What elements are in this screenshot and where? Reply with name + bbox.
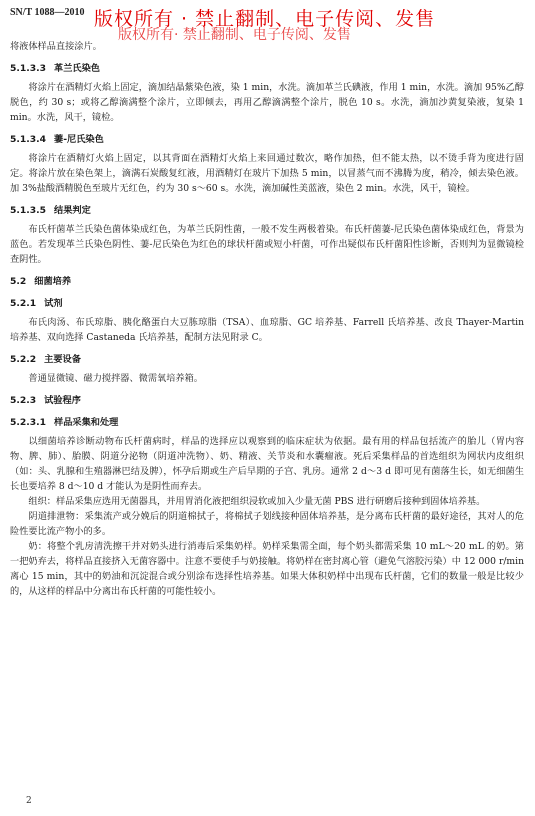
section-heading-5-2-3: 5.2.3 试验程序 [10, 395, 81, 406]
paragraph: 组织：样品采集应选用无菌器具，并用胃消化液把组织浸软或加入少量无菌 PBS 进行研磨后接种到固体培养基。 [28, 496, 486, 507]
section-heading-5-2-1: 5.2.1 试剂 [10, 298, 63, 309]
watermark-line-2: 版权所有· 禁止翻制、电子传阅、发售 [118, 27, 351, 43]
paragraph: 普通显微镜、磁力搅拌器、微需氧培养箱。 [28, 373, 203, 384]
section-heading-5-2-2: 5.2.2 主要设备 [10, 354, 81, 365]
watermark-line-1: 版权所有 · 禁止翻制、电子传阅、发售 [94, 8, 436, 30]
intro-text: 将液体样品直接涂片。 [10, 41, 102, 52]
paragraph: 将涂片在酒精灯火焰上固定，滴加结晶紫染色液，染 1 min，水洗。滴加革兰氏碘液，作用 1 min，水洗。滴加 95%乙醇脱色，约 30 s；或将乙醇滴满整个涂片，立即倾去，再用乙醇滴满整个涂片，脱色 10 s。水洗，滴加沙黄复染液，复染 1 min。水洗，风干，镜检。 [10, 82, 524, 123]
section-heading-5-1-3-5: 5.1.3.5 结果判定 [10, 205, 91, 216]
paragraph: 布氏杆菌革兰氏染色菌体染成红色，为革兰氏阴性菌，一般不发生两极着染。布氏杆菌萋-尼氏染色菌体染成红色，背景为蓝色。若发现革兰氏染色阴性、萋-尼氏染色为红色的球状杆菌或短小杆菌，可作出疑似布氏杆菌阳性诊断，否则判为显微镜检查阴性。 [10, 224, 524, 265]
paragraph: 将涂片在酒精灯火焰上固定，以其背面在酒精灯火焰上来回通过数次，略作加热，但不能太热，以不烫手背为度进行固定。将涂片放在染色架上，滴满石炭酸复红液，用酒精灯在玻片下加热 5 min，以冒蒸气而不沸腾为度，稍冷，倾去染色液。加 3%盐酸酒精脱色至玻片无红色，约为 30 s～60 s。水洗，滴加碱性美蓝液，染色 2 min。水洗，风干，镜检。 [10, 153, 524, 194]
section-heading-5-2-3-1: 5.2.3.1 样品采集和处理 [10, 417, 119, 428]
paragraph: 阴道排泄物：采集流产或分娩后的阴道棉拭子，将棉拭子划线接种固体培养基，是分离布氏杆菌的最好途径，其对人的危险性要比流产物小的多。 [10, 511, 524, 537]
section-heading-5-2: 5.2 细菌培养 [10, 276, 72, 287]
paragraph: 布氏肉汤、布氏琼脂、胰化酪蛋白大豆胨琼脂（TSA）、血琼脂、GC 培养基、Farrell 氏培养基、改良 Thayer-Martin 培养基、双向选择 Castaneda 氏培养基，配制方法见附录 C。 [10, 317, 524, 343]
section-heading-5-1-3-3: 5.1.3.3 革兰氏染色 [10, 63, 100, 74]
paragraph: 以细菌培养诊断动物布氏杆菌病时，样品的选择应以观察到的临床症状为依据。最有用的样品包括流产的胎儿（胃内容物、脾、肺）、胎膜、阴道分泌物（阴道冲洗物）、奶、精液、关节炎和水囊瘤液。死后采集样品的首选组织为网状内皮组织（如：头、乳腺和生殖器淋巴结及脾），怀孕后期或生产后早期的子宫、乳房。通常 2 d～3 d 即可见有菌落生长，如无细菌生长也要培养 8 d～10 d 才能认为是阴性而弃去。 [10, 436, 524, 492]
standard-code: SN/T 1088—2010 [10, 7, 85, 18]
paragraph: 奶：将整个乳房清洗擦干并对奶头进行消毒后采集奶样。奶样采集需全面，每个奶头都需采集 10 mL～20 mL 的奶。第一把奶弃去，将样品直接挤入无菌容器中。注意不要使手与奶接触。将奶样在密封离心管（避免气溶胶污染）中 12 000 r/min 离心 15 min，其中的奶油和沉淀混合或分别涂布选择性培养基。如果大体积奶样中出现布氏杆菌，它们的数量一般是比较少的，从这样的样品中分离出布氏杆菌的可能性较小。 [10, 541, 524, 597]
page-number: 2 [26, 796, 32, 806]
document-body [10, 39, 524, 599]
section-heading-5-1-3-4: 5.1.3.4 萋-尼氏染色 [10, 134, 104, 145]
